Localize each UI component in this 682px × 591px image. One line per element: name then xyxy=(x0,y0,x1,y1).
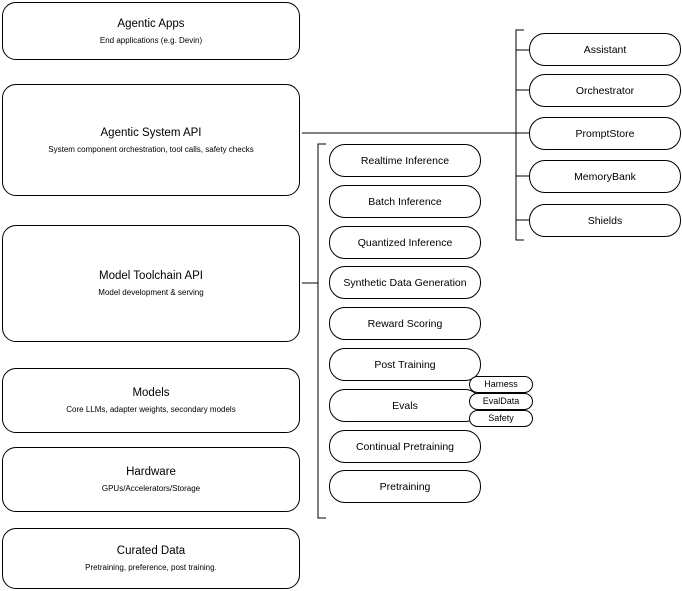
capability-quantized-inference-label: Quantized Inference xyxy=(357,236,453,249)
capability-realtime-inference-label: Realtime Inference xyxy=(360,154,450,167)
capability-realtime-inference[interactable] xyxy=(329,144,481,177)
capability-quantized-inference[interactable] xyxy=(329,226,481,259)
layer-agentic-system-api-title: Agentic System API xyxy=(100,126,202,139)
layer-hardware-title: Hardware xyxy=(126,466,176,478)
layer-agentic-apps-title: Agentic Apps xyxy=(117,17,185,30)
layer-curated-data-subtitle: Pretraining, preference, post training. xyxy=(85,563,217,572)
layer-curated-data[interactable] xyxy=(2,528,300,589)
eval-badge-safety[interactable] xyxy=(469,410,533,427)
layer-curated-data-title: Curated Data xyxy=(116,545,186,557)
capability-post-training-label: Post Training xyxy=(374,358,436,371)
capability-evals-label: Evals xyxy=(392,399,418,412)
layer-hardware-subtitle: GPUs/Accelerators/Storage xyxy=(101,484,201,493)
layer-models-title: Models xyxy=(132,387,170,399)
capability-post-training[interactable] xyxy=(329,348,481,381)
connector-right-bracket xyxy=(516,30,524,240)
connector-middle-bracket xyxy=(318,144,326,518)
layer-models[interactable] xyxy=(2,368,300,433)
component-orchestrator[interactable] xyxy=(529,74,681,107)
eval-badge-evaldata-label: EvalData xyxy=(482,396,520,406)
eval-badge-safety-label: Safety xyxy=(488,413,514,423)
capability-pretraining[interactable] xyxy=(329,470,481,503)
layer-agentic-system-api-subtitle: System component orchestration, tool calls, safety checks xyxy=(48,144,254,154)
component-orchestrator-label: Orchestrator xyxy=(575,84,635,97)
component-assistant-label: Assistant xyxy=(583,43,627,56)
component-assistant[interactable] xyxy=(529,33,681,66)
eval-badge-evaldata[interactable] xyxy=(469,393,533,410)
component-memorybank-label: MemoryBank xyxy=(574,170,636,183)
capability-reward-scoring-label: Reward Scoring xyxy=(367,317,443,330)
capability-continual-pretraining-label: Continual Pretraining xyxy=(355,440,455,453)
capability-batch-inference-label: Batch Inference xyxy=(368,195,442,208)
layer-agentic-apps[interactable] xyxy=(2,2,300,60)
layer-model-toolchain-api-title: Model Toolchain API xyxy=(99,270,203,282)
capability-pretraining-label: Pretraining xyxy=(379,480,431,493)
capability-synthetic-data-generation-label: Synthetic Data Generation xyxy=(343,276,467,289)
eval-badge-harness-label: Harness xyxy=(484,379,518,389)
layer-model-toolchain-api[interactable] xyxy=(2,225,300,342)
capability-batch-inference[interactable] xyxy=(329,185,481,218)
layer-models-subtitle: Core LLMs, adapter weights, secondary models xyxy=(66,405,236,414)
layer-agentic-apps-subtitle: End applications (e.g. Devin) xyxy=(99,35,203,45)
eval-badge-harness[interactable] xyxy=(469,376,533,393)
component-promptstore[interactable] xyxy=(529,117,681,150)
component-promptstore-label: PromptStore xyxy=(575,127,635,140)
layer-hardware[interactable] xyxy=(2,447,300,512)
capability-synthetic-data-generation[interactable] xyxy=(329,266,481,299)
component-shields[interactable] xyxy=(529,204,681,237)
component-shields-label: Shields xyxy=(587,214,623,227)
capability-reward-scoring[interactable] xyxy=(329,307,481,340)
capability-evals[interactable] xyxy=(329,389,481,422)
layer-model-toolchain-api-subtitle: Model development & serving xyxy=(98,288,204,297)
component-memorybank[interactable] xyxy=(529,160,681,193)
capability-continual-pretraining[interactable] xyxy=(329,430,481,463)
layer-agentic-system-api[interactable] xyxy=(2,84,300,196)
